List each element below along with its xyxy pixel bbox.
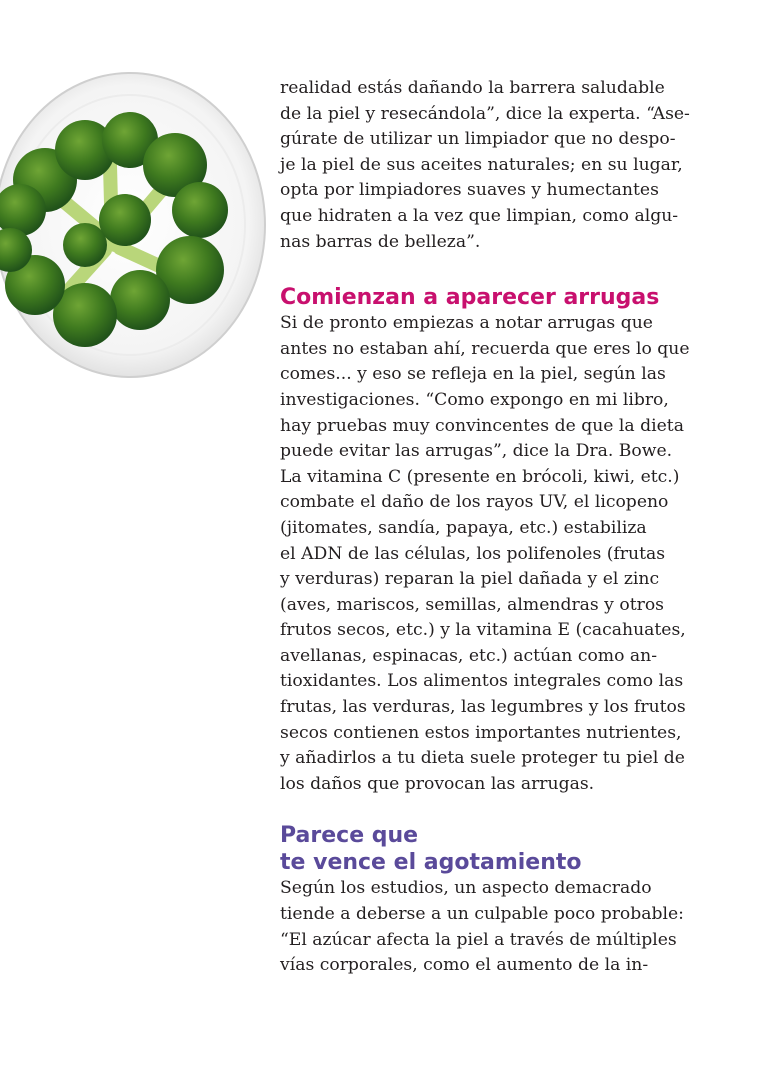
- text-line: La vitamina C (presente en brócoli, kiwi, etc.): [280, 466, 680, 487]
- text-line: que hidraten a la vez que limpian, como algu-: [280, 205, 679, 226]
- text-line: comes... y eso se refleja en la piel, según las: [280, 364, 666, 385]
- text-line: (aves, mariscos, semillas, almendras y otros: [280, 594, 664, 615]
- text-line: vías corporales, como el aumento de la in-: [280, 955, 649, 976]
- text-line: je la piel de sus aceites naturales; en su lugar,: [280, 154, 683, 175]
- heading-line: te vence el agotamiento: [280, 850, 582, 876]
- text-line: puede evitar las arrugas”, dice la Dra. Bowe.: [280, 441, 673, 462]
- text-line: hay pruebas muy convincentes de que la dieta: [280, 415, 684, 436]
- section-heading-fatigue: [280, 822, 725, 876]
- text-line: antes no estaban ahí, recuerda que eres lo que: [280, 338, 690, 359]
- text-line: y verduras) reparan la piel dañada y el zinc: [280, 569, 660, 590]
- intro-paragraph: [280, 76, 725, 255]
- text-line: (jitomates, sandía, papaya, etc.) estabiliza: [280, 517, 647, 538]
- text-line: frutas, las verduras, las legumbres y los frutos: [280, 697, 686, 718]
- text-line: los daños que provocan las arrugas.: [280, 773, 595, 794]
- article-body: [280, 76, 725, 979]
- text-line: nas barras de belleza”.: [280, 231, 481, 252]
- text-line: Si de pronto empiezas a notar arrugas que: [280, 313, 653, 334]
- heading-line: Parece que: [280, 823, 419, 849]
- text-line: combate el daño de los rayos UV, el licopeno: [280, 492, 669, 513]
- text-line: el ADN de las células, los polifenoles (frutas: [280, 543, 666, 564]
- text-line: realidad estás dañando la barrera saludable: [280, 78, 665, 98]
- text-line: y añadirlos a tu dieta suele proteger tu piel de: [280, 748, 685, 769]
- broccoli-plate-image: [0, 70, 270, 385]
- text-line: investigaciones. “Como expongo en mi libro,: [280, 389, 669, 410]
- text-line: gúrate de utilizar un limpiador que no despo-: [280, 129, 676, 150]
- text-line: “El azúcar afecta la piel a través de múltiples: [280, 929, 677, 950]
- text-line: Según los estudios, un aspecto demacrado: [280, 878, 652, 899]
- section-heading-wrinkles: Comienzan a aparecer arrugas: [280, 285, 660, 311]
- text-line: tiende a deberse a un culpable poco probable:: [280, 904, 684, 925]
- text-line: opta por limpiadores suaves y humectantes: [280, 180, 659, 201]
- text-line: secos contienen estos importantes nutrientes,: [280, 722, 682, 743]
- wrinkles-paragraph: [280, 311, 725, 797]
- text-line: de la piel y resecándola”, dice la experta. “Ase-: [280, 103, 690, 124]
- text-line: frutos secos, etc.) y la vitamina E (cacahuates,: [280, 620, 686, 641]
- text-line: tioxidantes. Los alimentos integrales como las: [280, 671, 684, 692]
- fatigue-paragraph: [280, 876, 725, 978]
- text-line: avellanas, espinacas, etc.) actúan como an-: [280, 645, 658, 666]
